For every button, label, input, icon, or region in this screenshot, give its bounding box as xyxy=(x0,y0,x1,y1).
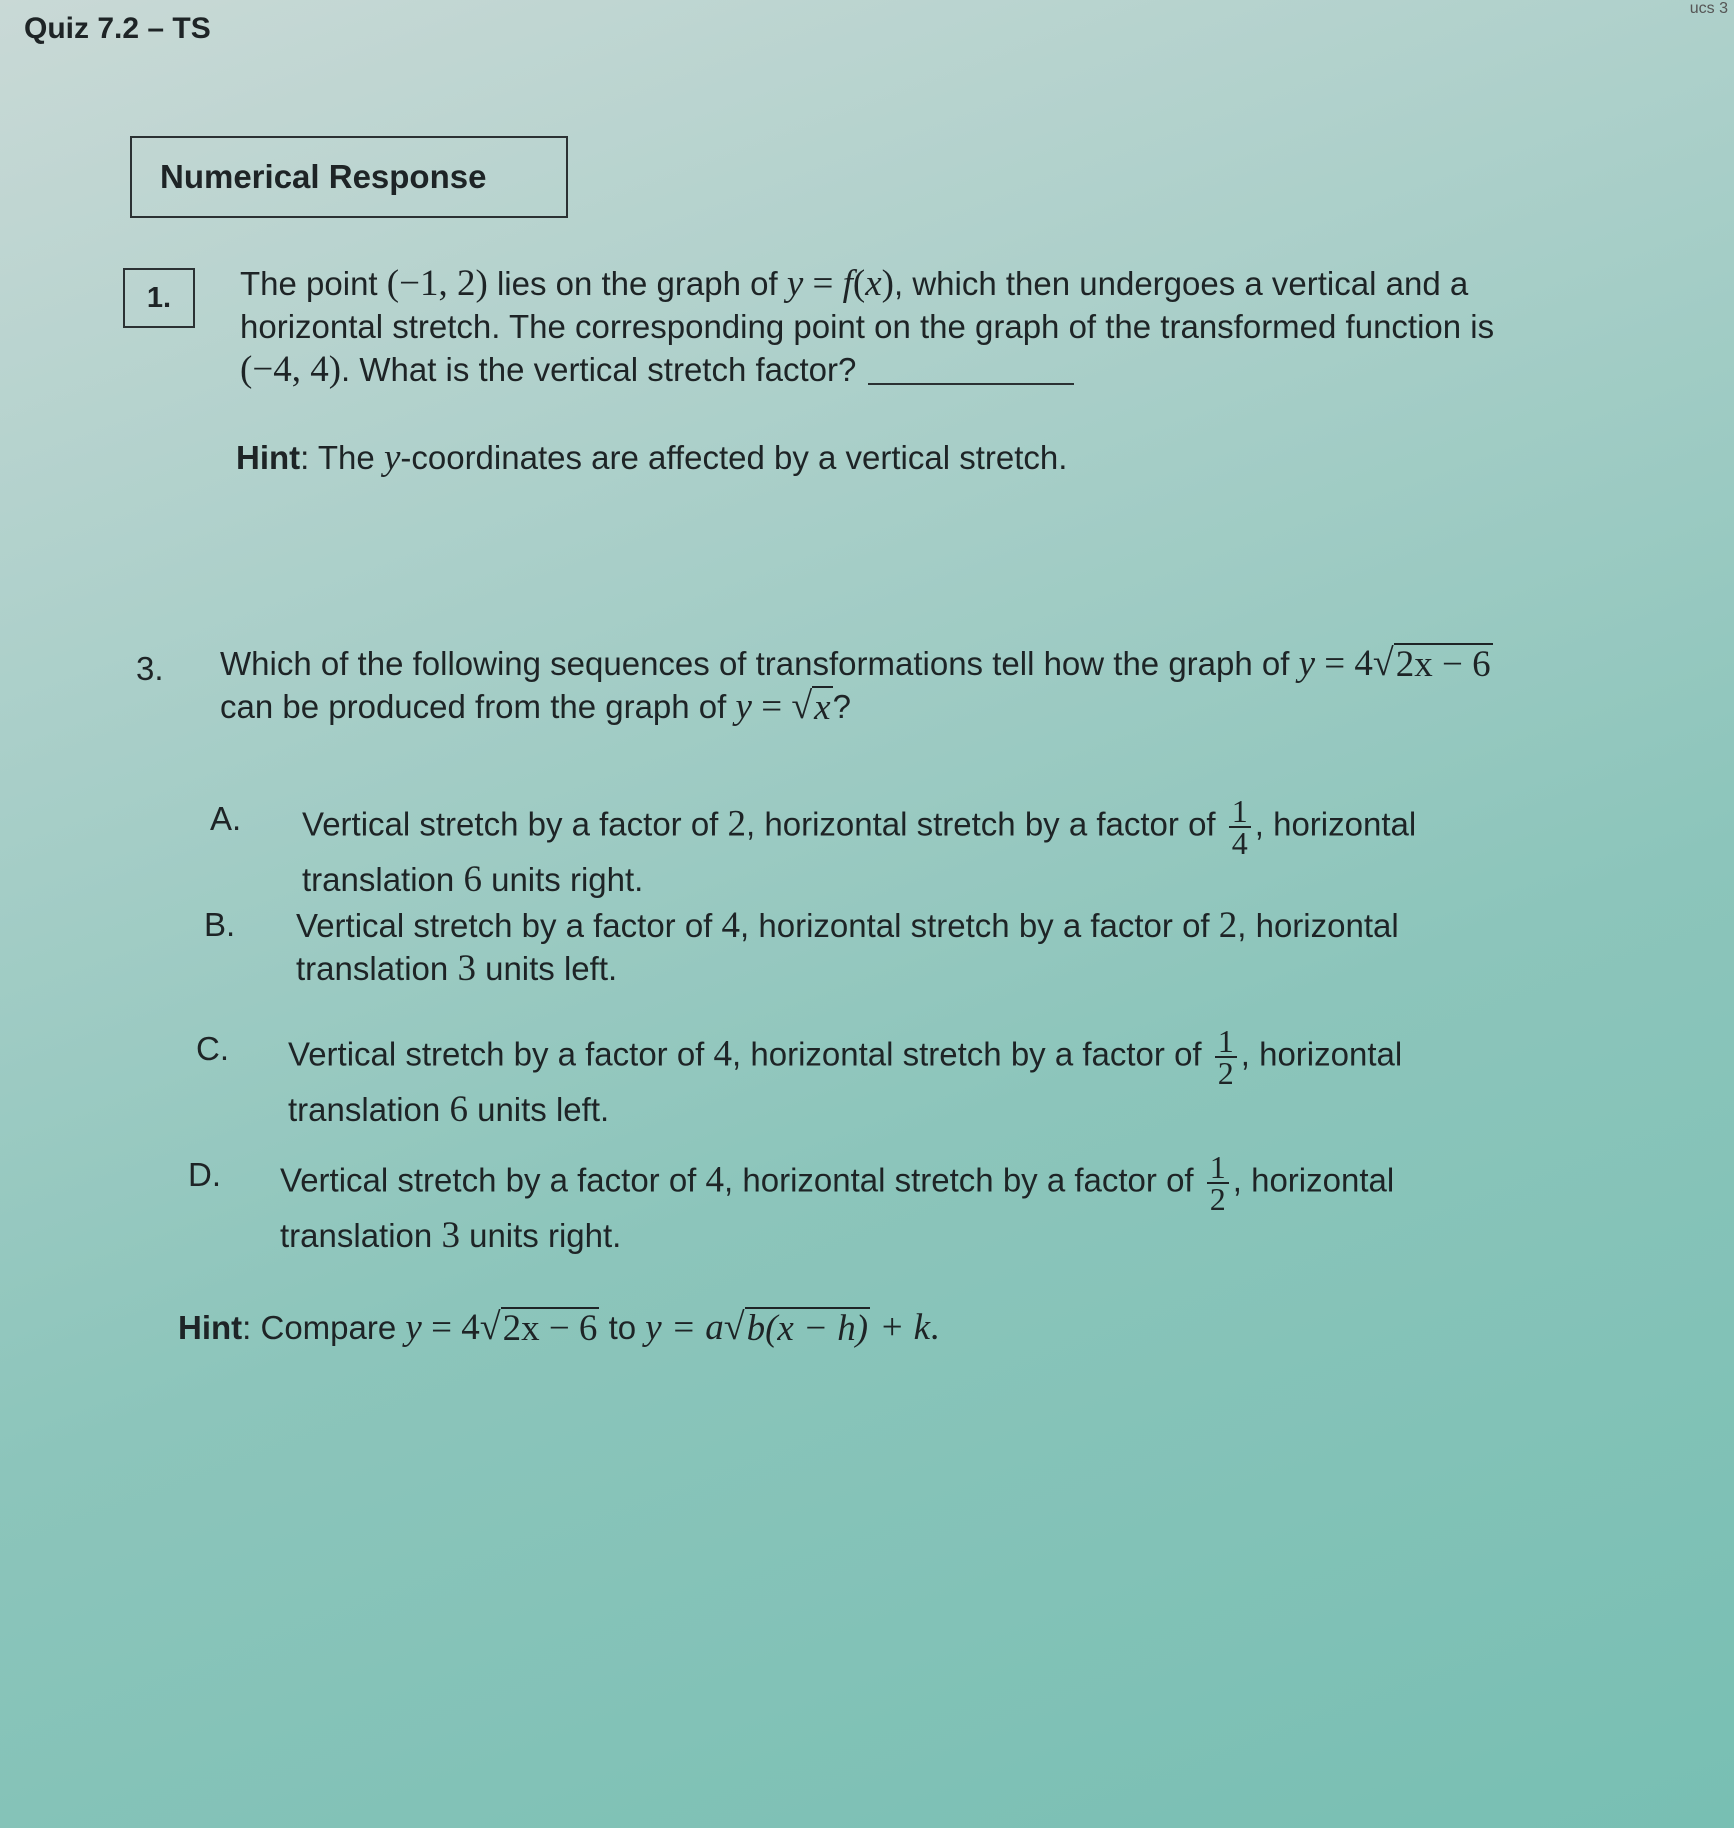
section-label: Numerical Response xyxy=(160,158,487,195)
question-1-text xyxy=(240,262,1700,391)
question-1-hint: Hint: The y-coordinates are affected by a vertical stretch. xyxy=(236,437,1068,478)
page-title: Quiz 7.2 – TS xyxy=(24,12,211,45)
question-1-line-2: horizontal stretch. The corresponding point on the graph of the transformed function is xyxy=(240,308,1495,345)
sqrt-expression: √ x xyxy=(791,685,831,728)
question-3-line-2: can be produced from the graph of y = √ x ? xyxy=(220,685,851,728)
option-d-text[interactable]: Vertical stretch by a factor of 4, horizontal stretch by a factor of $\frac{1}{2}$ , horizontal translation 3 units right. xyxy=(280,1149,1395,1256)
option-b-text[interactable]: Vertical stretch by a factor of 4, horizontal stretch by a factor of 2, horizontal translation 3 units left. xyxy=(296,905,1399,989)
option-a-text[interactable]: Vertical stretch by a factor of 2, horizontal stretch by a factor of $\frac{1}{4}$ , horizontal translation 6 units right. xyxy=(302,793,1417,900)
corner-mark: ucs 3 xyxy=(1689,0,1728,17)
option-c-text[interactable]: Vertical stretch by a factor of 4, horizontal stretch by a factor of $\frac{1}{2}$ , horizontal translation 6 units left. xyxy=(288,1023,1403,1130)
question-3-number: 3. xyxy=(136,650,164,687)
option-d-letter[interactable]: D. xyxy=(188,1156,221,1193)
question-1-line-3: (−4, 4). What is the vertical stretch factor? xyxy=(240,348,1700,391)
question-1-line-1: The point (−1, 2) lies on the graph of y = f(x), which then undergoes a vertical and a xyxy=(240,263,1469,304)
question-3-line-1: Which of the following sequences of transformations tell how the graph of y = 4 √ 2x − 6 xyxy=(220,642,1491,685)
question-1-number-box xyxy=(123,268,195,328)
fraction: $\frac{1}{4}$ xyxy=(1229,796,1251,858)
fraction: $\frac{1}{2}$ xyxy=(1207,1152,1229,1214)
question-3-text xyxy=(220,642,1720,728)
option-b-letter[interactable]: B. xyxy=(204,906,236,943)
sqrt-expression: √ b(x − h) xyxy=(723,1306,869,1349)
answer-blank[interactable] xyxy=(868,382,1074,385)
fraction: $\frac{1}{2}$ xyxy=(1215,1026,1237,1088)
option-a-letter[interactable]: A. xyxy=(210,800,242,837)
sqrt-expression: √ 2x − 6 xyxy=(479,1306,598,1349)
question-3-hint: Hint: Compare y = 4 √ 2x − 6 to y = a √ b(x − h) + k. xyxy=(178,1306,940,1349)
option-c-letter[interactable]: C. xyxy=(196,1030,229,1067)
sqrt-expression: √ 2x − 6 xyxy=(1372,642,1491,685)
section-header-box xyxy=(130,136,568,218)
question-1-number: 1. xyxy=(146,281,172,314)
